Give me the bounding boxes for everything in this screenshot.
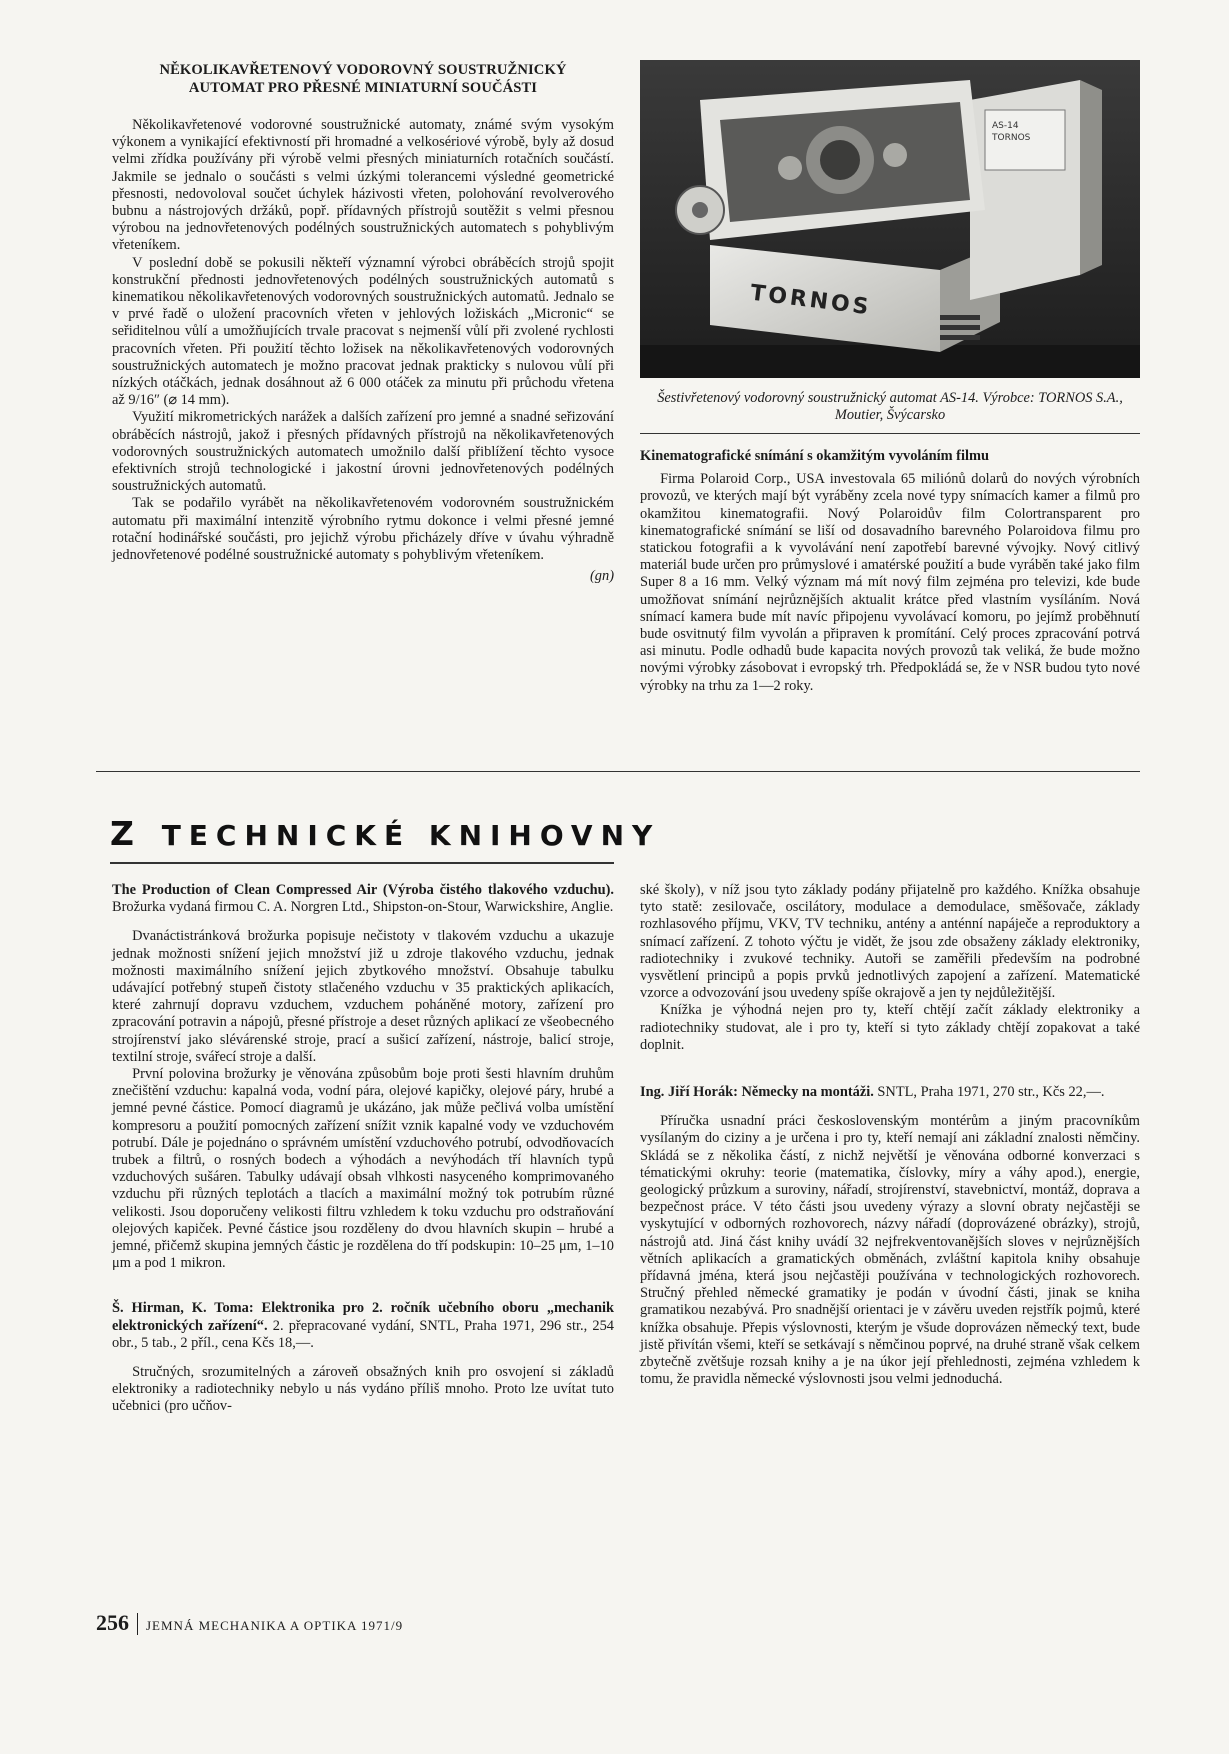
article-machine <box>112 62 614 585</box>
article-paragraph: V poslední době se pokusili někteří významní výrobci obráběcích strojů spojit konstrukční přednosti jednovřetenových podélných soustružnických automatů s kinematikou několikavřetenových vodorovných soustružnických automatů. Jednalo se v prvé řadě o uložení pracovních vřeten v jehlových ložiskách „Micronic“ se seřiditelnou vůlí a umožňujících trvale pracovat s nejmenší vůlí při zvolené rychlosti pracovních vřeten. Při použití těchto ložisek na několikavřetenových vodorovných soustružnických automatech je možno pracovat jednak prakticky s nulovou vůlí při nízkých otáčkách, jednak dosáhnout až 6 000 otáček za minutu při průchodu vřetena až 9/16″ (⌀ 14 mm). <box>112 254 614 409</box>
review-left-column <box>112 882 614 1416</box>
divider <box>640 433 1140 434</box>
section-title-text: TECHNICKÉ KNIHOVNY <box>161 819 661 852</box>
review-paragraph: Knížka je výhodná nejen pro ty, kteří chtějí začít základy elektroniky a radiotechniky studovat, ale i pro ty, kteří si tyto základy chtějí zopakovat a také doplnit. <box>640 1002 1140 1053</box>
review-title: The Production of Clean Compressed Air (Výroba čistého tlakového vzduchu). <box>112 882 614 898</box>
review-meta: 2. přepracované vydání, SNTL, Praha 1971, 296 str., 254 obr., 5 tab., 2 příl., cena Kčs 18,—. <box>112 1317 614 1351</box>
review-title: Š. Hirman, K. Toma: Elektronika pro 2. ročník učebního oboru „mechanik elektronických zařízení“. <box>112 1300 614 1334</box>
review-paragraph: Stručných, srozumitelných a zároveň obsažných knih pro osvojení si základů elektroniky a radiotechniky nebylo u nás vydáno příliš mnoho. Proto lze uvítat tuto učebnici (pro učňov- <box>112 1364 614 1415</box>
article-paragraph: Několikavřetenové vodorovné soustružnické automaty, známé svým vysokým výkonem a vynikající efektivností při hromadné a velkosériové výrobě, byly až dosud velmi zřídka používány při výrobě velmi přesných miniaturních rotačních součástí. Jakmile se jednalo o součásti s velmi úzkými tolerancemi výsledné geometrické přesnosti, nedovoloval součet úchylek házivosti vřeten, polohování revolverového bubnu a nástrojových držáků, popř. přídavných přístrojů soutěžit s velmi přesnou výrobou na jednovřetenových podélných soustružnických automatech s pohyblivým vřeteníkem. <box>112 117 614 254</box>
article-title: Kinematografické snímání s okamžitým vyvoláním filmu <box>640 448 989 464</box>
review-heading <box>112 882 614 916</box>
photo-caption: Šestivřetenový vodorovný soustružnický automat AS-14. Výrobce: TORNOS S.A., Moutier, Švýcarsko <box>657 390 1123 424</box>
article-paragraph: Tak se podařilo vyrábět na několikavřetenovém vodorovném soustružnickém automatu při maximální intenzitě výrobního rytmu dokonce i velmi přesné jemné rotační hodinářské součásti, pro jejichž výrobu přicházely dříve v úvahu výhradně jednovřetenové podélné soustružnické automaty s pohyblivým vřeteníkem. <box>112 495 614 564</box>
section-initial: Z <box>110 814 144 853</box>
review-heading <box>640 1084 1140 1101</box>
article-signature: (gn) <box>590 568 614 585</box>
section-title <box>110 814 660 853</box>
review-meta: SNTL, Praha 1971, 270 str., Kčs 22,—. <box>873 1084 1105 1101</box>
article-paragraph: Využití mikrometrických narážek a dalších zařízení pro jemné a snadné seřizování obráběcích nástrojů, jakož i přesných přídavných přístrojů na několikavřetenových vodorovných soustružnických automatech umožnilo další přiblížení těchto vysoce efektivních strojů technologické i jakostní úrovni jednovřetenových podélných soustružnických automatů. <box>112 409 614 495</box>
review-paragraph: ské školy), v níž jsou tyto základy podány přijatelně pro každého. Knížka obsahuje tyto statě: zesilovače, oscilátory, modulace a demodulace, směšovače, základy rozhlasového příjmu, VKV, TV techniku, antény a anténní napáječe a reproduktory a snímací zařízení. Z tohoto výčtu je vidět, že jsou zde obsaženy základy elektroniky, radiotechniky i zvukové techniky. Autoři se zaměřili především na podrobné vysvětlení principů a popis prvků jednotlivých zapojení a zařízení. Matematické vzorce a odvozování jsou uvedeny spíše okrajově a jen ty nejdůležitější. <box>640 882 1140 1002</box>
journal-name: JEMNÁ MECHANIKA A OPTIKA 1971/9 <box>146 1618 404 1633</box>
section-title-rule <box>110 862 614 864</box>
page-number: 256 <box>96 1610 129 1635</box>
article-film <box>640 448 1140 695</box>
machine-photo <box>640 60 1140 378</box>
review-paragraph: Dvanáctistránková brožurka popisuje nečistoty v tlakovém vzduchu a ukazuje jednak možnosti snížení jejich množství již u zdroje tlakového vzduchu, jednak možnosti maximálního snížení jejich zbytkového množství. Obsahuje tabulku udávající potřebný stupeň čistoty stlačeného vzduchu v 35 praktických aplikacích, které zahrnují dopravu vzduchem, vzduchem poháněné motory, zařízení pro zpracování potravin a nápojů, přesné přístroje a deset různých aplikací ze všeobecného strojírenství jako slévárenské stroje, prací a sušicí zařízení, nástroje, balicí stroje, textilní stroje, svářecí stroje a další. <box>112 928 614 1065</box>
article-title: NĚKOLIKAVŘETENOVÝ VODOROVNÝ SOUSTRUŽNICKÝ AUTOMAT PRO PŘESNÉ MINIATURNÍ SOUČÁSTI <box>159 62 567 96</box>
review-paragraph: První polovina brožurky je věnována způsobům boje proti šesti hlavním druhům znečištění vzduchu: kapalná voda, vodní pára, olejové kapičky, olejové páry, hrubé a jemné pevné částice. Pomocí diagramů je ukázáno, jak může pečlivá volba umístění kompresoru a použití pomocných zařízení snížit vznik kapalné vody ve vzduchovém potrubí. Dále je pojednáno o správném umístění vzduchového potrubí, odvodňovacích trubek a filtrů, o rosných bodech a výhodách a nevýhodách tří hlavních typů vzduchových sušáren. Tabulky udávají obsah vlhkosti nasyceného komprimovaného vzduchu při různých teplotách a tlacích a maximální možný tok potrubím různé velikosti. Jsou doporučeny velikosti filtru vzhledem k toku vzduchu pro odstraňování olejových kapiček. Pevné částice jsou rozděleny do dvou hlavních skupin – hrubé a jemné, přičemž skupina jemných částic je rozdělena do tří podskupin: 10–25 μm, 1–10 μm a pod 1 mikron. <box>112 1066 614 1272</box>
review-paragraph: Příručka usnadní práci československým montérům a jiným pracovníkům vysílaným do ciziny a je určena i pro ty, kteří nemají ani základní znalosti němčiny. Skládá se z několika částí, z nichž největší je věnována odborné konverzaci s tématickými okruhy: teorie (matematika, číslovky, míry a váhy apod.), energie, geologický průzkum a suroviny, nářadí, strojírenství, stavebnictví, montáž, doprava a bezpečnost práce. V této části jsou uvedeny výrazy a slovní obraty nejčastěji se vyskytující v odborných rozhovorech, názvy nářadí (doprovázené obrázky), strojů, nástrojů atd. Jiná část knihy uvádí 32 nejfrekventovanějších sloves v nejrůznějších větních aplikacích a gramatických obměnách, zvláštní kapitola knihy obsahuje přídavná jména, která jsou nejčastěji používána v technologických rozhovorech. Stručný přehled německé gramatiky je podán v úvodní části, jinak se kniha gramatikou nezabývá. Pro snadnější orientaci je v závěru uveden rejstřík pojmů, které knížka obsahuje. Přepis výslovnosti, kterým je všude doprovázen německý text, bude jistě přivítán všemi, kteří se setkávají s němčinou poprvé, na druhé straně však celkem zbytečně zvětšuje rozsah knihy a je na úkor její přehlednosti, zejména vzhledem k tomu, že pravidla německé výslovnosti jsou velmi jednoduchá. <box>640 1113 1140 1388</box>
review-right-column <box>640 882 1140 1388</box>
review-meta: Brožurka vydaná firmou C. A. Norgren Ltd., Shipston-on-Stour, Warwickshire, Anglie. <box>112 899 614 916</box>
footer-separator <box>137 1613 138 1635</box>
review-title: Ing. Jiří Horák: Německy na montáži. <box>640 1084 874 1101</box>
review-heading <box>112 1300 614 1352</box>
machine-panel-text: AS-14 TORNOS <box>992 121 1031 143</box>
article-paragraph: Firma Polaroid Corp., USA investovala 65 miliónů dolarů do nových výrobních provozů, ve kterých mají být vyráběny zcela nové typy snímacích kamer a filmů pro okamžitou kinematografii. Nový Polaroidův film Colortransparent pro kinematografické snímání se liší od dosavadního barevného Polaroidova filmu pro statickou fotografii a k vyvolávání není zapotřebí barevné vývojky. Nový citlivý materiál bude určen pro průmyslové i amatérské použití a bude vyráběn také jako film Super 8 a 16 mm. Velký význam má mít nový film zejména pro televizi, kde bude umožňovat snímání nejrůznějších aktualit krátce před vlastním vysíláním. Nová snímací kamera bude mít navíc připojenu vyvolávací komoru, po jejímž proběhnutí bude osvitnutý film vyvolán a připraven k promítání. Celý proces zpracování potrvá asi minutu. Podle odhadů bude kapacita nových provozů tak veliká, že bude možno novými výrobky zásobovat i evropský trh. Předpokládá se, že v NSR budou tyto nové výrobky na trhu za 1—2 roky. <box>640 471 1140 694</box>
page-footer <box>96 1610 403 1636</box>
machine-label: TORNOS <box>748 280 873 321</box>
machine-illustration <box>640 60 1140 378</box>
section-divider <box>96 771 1140 772</box>
